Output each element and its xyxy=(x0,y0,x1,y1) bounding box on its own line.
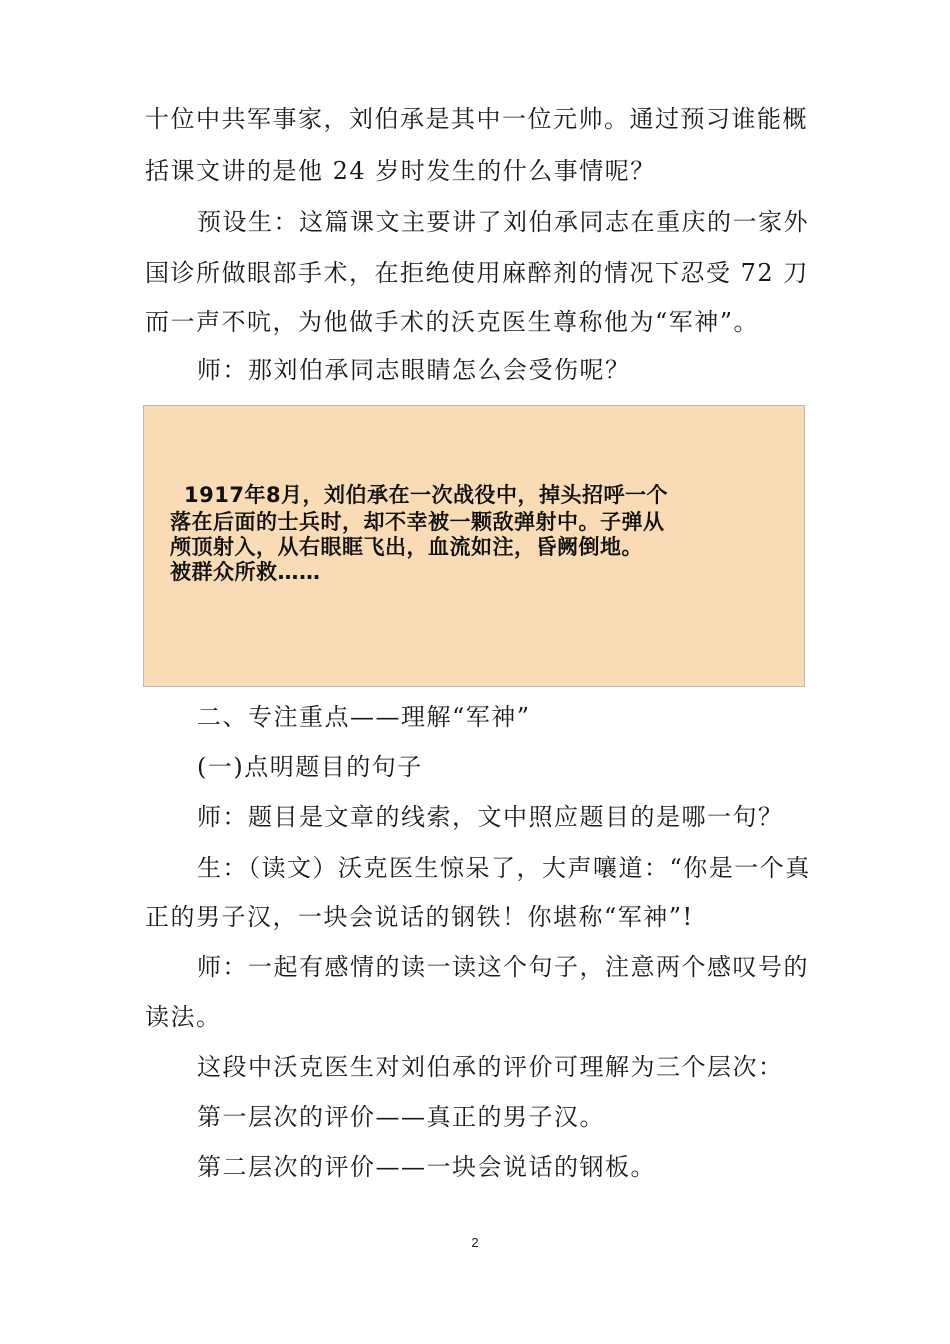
paragraph-line: 师：那刘伯承同志眼睛怎么会受伤呢？ xyxy=(197,356,631,384)
paragraph-line: 十位中共军事家，刘伯承是其中一位元帅。通过预习谁能概 xyxy=(145,105,808,133)
paragraph-line: 括课文讲的是他 24 岁时发生的什么事情呢？ xyxy=(145,157,656,185)
paragraph-line: 师：一起有感情的读一读这个句子，注意两个感叹号的 xyxy=(197,953,809,981)
paragraph-line: 这段中沃克医生对刘伯承的评价可理解为三个层次： xyxy=(197,1053,784,1081)
page-number: 2 xyxy=(471,1235,479,1250)
slide-text-line: 颅顶射入，从右眼眶飞出，血流如注，昏阙倒地。 xyxy=(170,535,643,559)
section-heading: 二、专注重点——理解“军神” xyxy=(197,703,531,731)
paragraph-line: 而一声不吭，为他做手术的沃克医生尊称他为“军神”。 xyxy=(145,308,760,336)
paragraph-line: 师：题目是文章的线索，文中照应题目的是哪一句？ xyxy=(197,803,784,831)
slide-text-line: 被群众所救…… xyxy=(170,560,321,584)
subsection-heading: (一)点明题目的句子 xyxy=(197,753,423,781)
paragraph-line: 预设生：这篇课文主要讲了刘伯承同志在重庆的一家外 xyxy=(197,208,809,236)
paragraph-line: 第一层次的评价——真正的男子汉。 xyxy=(197,1103,605,1131)
slide-text-line: 1917年8月，刘伯承在一次战役中，掉头招呼一个 xyxy=(184,483,669,507)
embedded-slide-image xyxy=(143,405,805,687)
paragraph-line: 正的男子汉，一块会说话的钢铁！你堪称“军神”! xyxy=(145,903,694,931)
slide-text-line: 落在后面的士兵时，却不幸被一颗敌弹射中。子弹从 xyxy=(170,510,665,534)
paragraph-line: 第二层次的评价——一块会说话的钢板。 xyxy=(197,1153,656,1181)
paragraph-line: 生：（读文）沃克医生惊呆了，大声嚷道：“你是一个真 xyxy=(197,854,811,882)
paragraph-line: 国诊所做眼部手术，在拒绝使用麻醉剂的情况下忍受 72 刀 xyxy=(145,259,809,287)
paragraph-line: 读法。 xyxy=(145,1003,222,1031)
